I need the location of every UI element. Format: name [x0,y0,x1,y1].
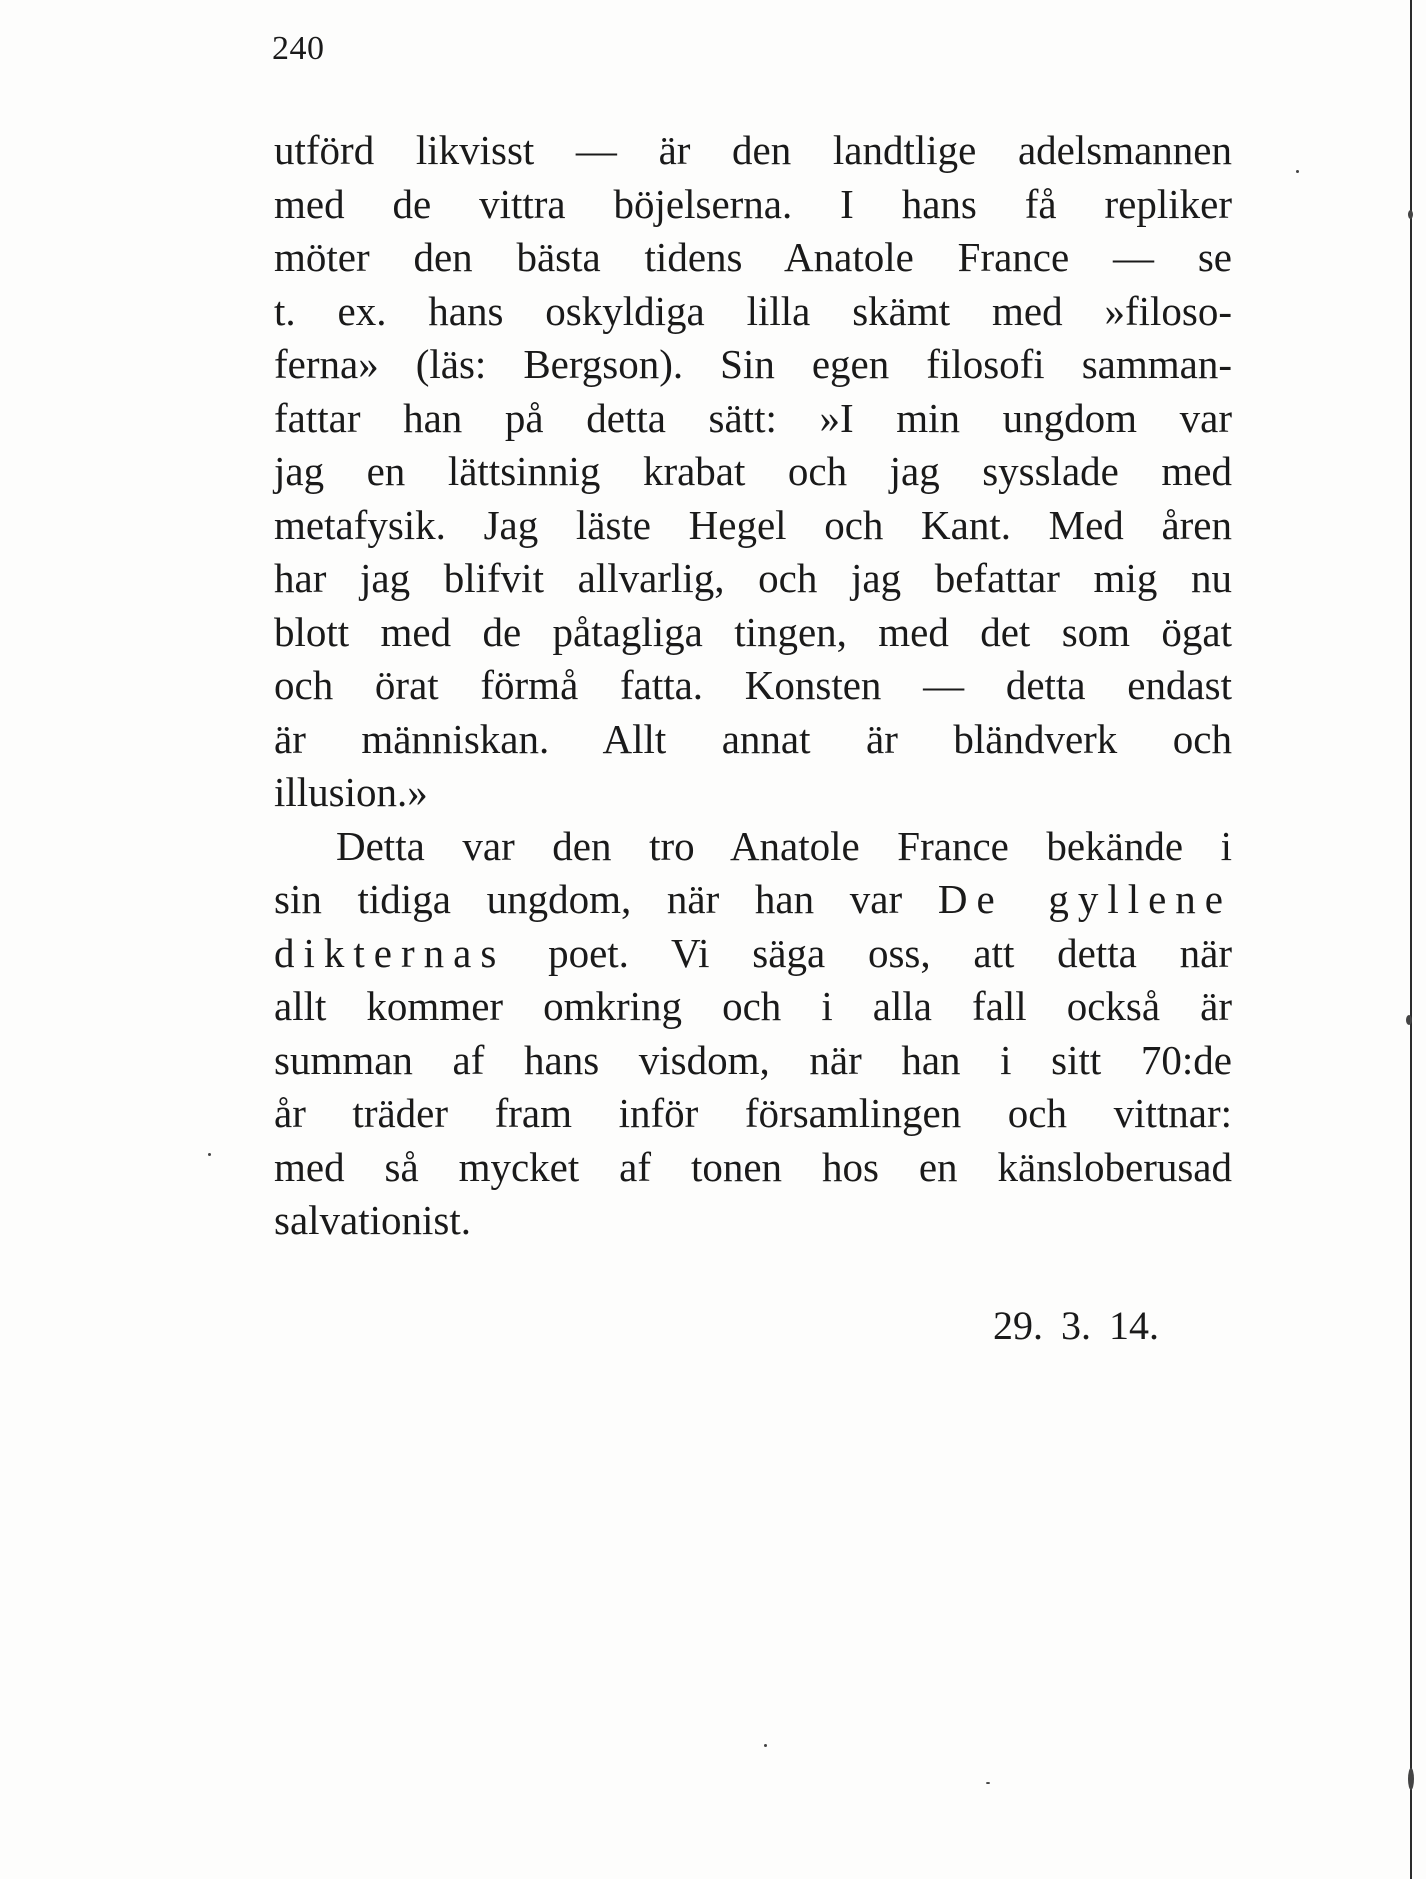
spaced-title: dikternas [274,929,506,976]
text-line [274,873,1232,927]
text-fragment: sin tidiga ungdom, när han var [274,876,938,922]
body-text [274,124,1232,1248]
text-line: t. ex. hans oskyldiga lilla skämt med »filoso- [274,287,1232,334]
scan-speck [764,1744,767,1747]
text-line: allt kommer omkring och i alla fall också är [274,983,1232,1029]
text-line: år träder fram inför församlingen och vittnar: [274,1090,1232,1136]
text-line: fattar han på detta sätt: »I min ungdom var [274,394,1232,441]
scan-speck [1296,170,1299,173]
text-line [274,927,1232,981]
scan-speck [1408,1768,1414,1790]
text-line: jag en lättsinnig krabat och jag sysslade med [274,448,1232,494]
text-line: med de vittra böjelserna. I hans få repliker [274,180,1232,227]
text-line: salvationist. [274,1197,472,1243]
scan-speck [1408,210,1413,219]
text-line: möter den bästa tidens Anatole France — se [274,234,1232,280]
scan-speck [208,1153,211,1156]
text-line: illusion.» [274,769,428,815]
text-fragment: poet. Vi säga oss, att detta när [505,929,1232,976]
text-line: ferna» (läs: Bergson). Sin egen filosofi samman- [274,341,1232,387]
text-line: med så mycket af tonen hos en känsloberusad [274,1143,1232,1190]
text-line: blott med de påtagliga tingen, med det som ögat [274,608,1232,655]
text-line: summan af hans visdom, när han i sitt 70:de [274,1036,1232,1083]
text-line: har jag blifvit allvarlig, och jag befattar mig nu [274,555,1232,601]
text-line: metafysik. Jag läste Hegel och Kant. Med åren [274,501,1232,548]
scan-speck [986,1782,990,1784]
scan-speck [1406,1015,1412,1025]
text-line: utförd likvisst — är den landtlige adelsmannen [274,127,1232,173]
text-line: och örat förmå fatta. Konsten — detta endast [274,662,1232,708]
page-number: 240 [272,30,325,67]
spaced-title: De gyllene [937,876,1233,922]
text-line: är människan. Allt annat är bländverk och [274,715,1232,762]
text-line: Detta var den tro Anatole France bekände i [336,822,1232,869]
page-edge-line [1410,0,1412,1879]
date-signature: 29. 3. 14. [993,1303,1159,1348]
